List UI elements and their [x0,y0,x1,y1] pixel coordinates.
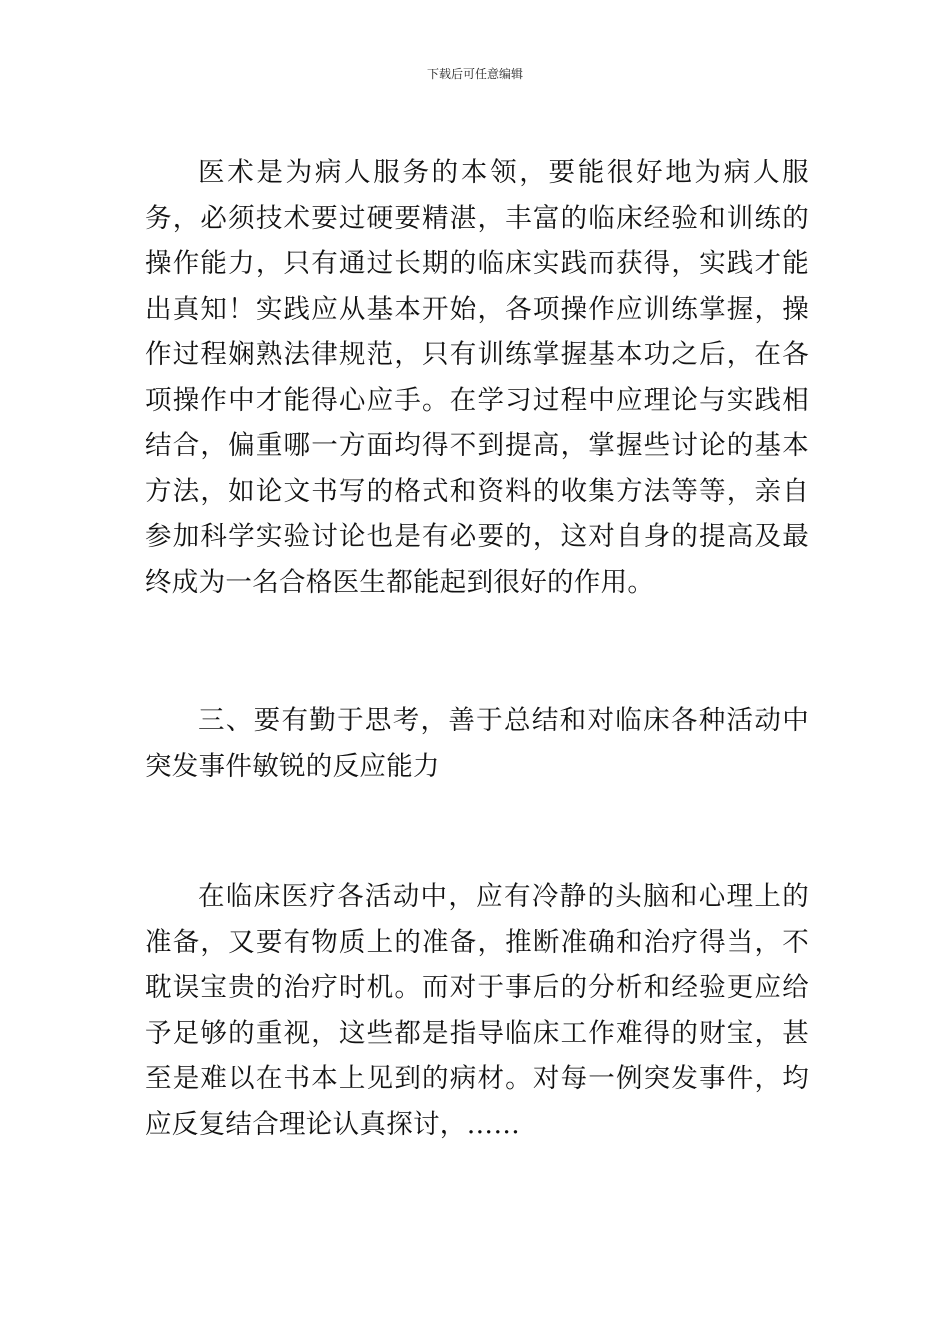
body-paragraph: 医术是为病人服务的本领，要能很好地为病人服务，必须技术要过硬要精湛，丰富的临床经验和训练的操作能力，只有通过长期的临床实践而获得，实践才能出真知！实践应从基本开始，各项操作应训练掌握，操作过程娴熟法律规范，只有训练掌握基本功之后，在各项操作中才能得心应手。在学习过程中应理论与实践相结合，偏重哪一方面均得不到提高，掌握些讨论的基本方法，如论文书写的格式和资料的收集方法等等，亲自参加科学实验讨论也是有必要的，这对自身的提高及最终成为一名合格医生都能起到很好的作用。 [145,157,809,598]
body-paragraph: 在临床医疗各活动中，应有冷静的头脑和心理上的准备，又要有物质上的准备，推断准确和治疗得当，不耽误宝贵的治疗时机。而对于事后的分析和经验更应给予足够的重视，这些都是指导临床工作难得的财宝，甚至是难以在书本上见到的病材。对每一例突发事件，均应反复结合理论认真探讨，…… [145,881,809,1140]
page-header-note: 下载后可任意编辑 [426,67,523,81]
section-heading-paragraph: 三、要有勤于思考，善于总结和对临床各种活动中突发事件敏锐的反应能力 [145,705,809,782]
